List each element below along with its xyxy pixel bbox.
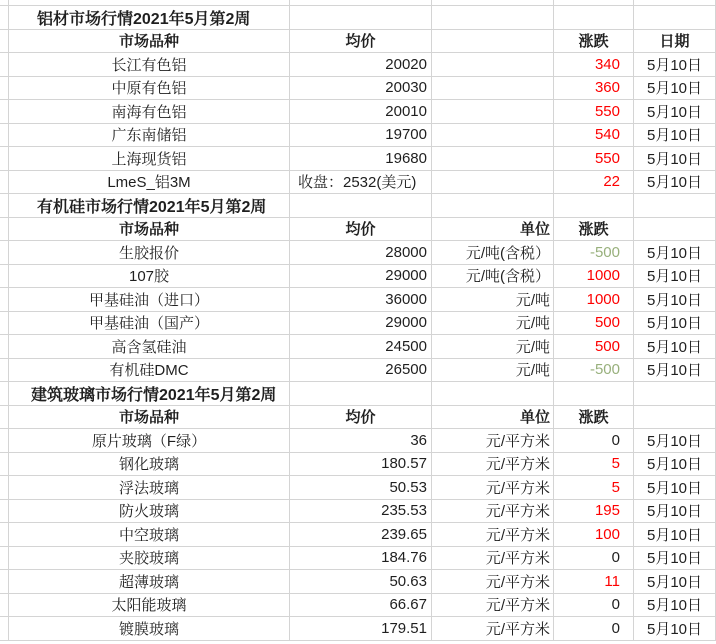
cell-change[interactable]: 195 (554, 500, 634, 524)
cell-date[interactable]: 5月10日 (634, 547, 716, 571)
cell-change[interactable]: 360 (554, 77, 634, 101)
table-row (0, 335, 716, 359)
cell-unit[interactable]: 元/吨(含税） (432, 265, 554, 289)
cell-avg-price[interactable]: 179.51 (290, 617, 432, 641)
cell-avg-price[interactable]: 收盘：2532(美元) (290, 171, 432, 195)
cell-empty[interactable] (0, 594, 9, 618)
cell-empty[interactable] (0, 382, 9, 406)
cell-unit[interactable]: 元/平方米 (432, 429, 554, 453)
cell-date[interactable]: 5月10日 (634, 453, 716, 477)
cell-product-name[interactable]: LmeS_铝3M (9, 171, 290, 195)
cell-empty[interactable] (0, 453, 9, 477)
cell-date[interactable]: 5月10日 (634, 312, 716, 336)
cell-date[interactable]: 5月10日 (634, 147, 716, 171)
cell-product-name[interactable]: 钢化玻璃 (9, 453, 290, 477)
header-date[interactable] (634, 406, 716, 430)
table-row (0, 547, 716, 571)
cell-empty[interactable] (554, 382, 634, 406)
cell-change[interactable]: 11 (554, 570, 634, 594)
cell-avg-price[interactable]: 19680 (290, 147, 432, 171)
cell-empty[interactable] (290, 6, 432, 30)
table-row (0, 594, 716, 618)
cell-unit[interactable]: 元/吨 (432, 312, 554, 336)
cell-unit[interactable]: 元/平方米 (432, 547, 554, 571)
cell-empty[interactable] (0, 312, 9, 336)
cell-avg-price[interactable]: 184.76 (290, 547, 432, 571)
table-row (0, 570, 716, 594)
cell-change[interactable]: 1000 (554, 288, 634, 312)
cell-product-name[interactable]: 浮法玻璃 (9, 476, 290, 500)
cell-product-name[interactable]: 高含氢硅油 (9, 335, 290, 359)
cell-unit[interactable]: 元/平方米 (432, 523, 554, 547)
cell-change[interactable]: 540 (554, 124, 634, 148)
cell-avg-price[interactable]: 235.53 (290, 500, 432, 524)
header-unit[interactable]: 单位 (432, 218, 554, 242)
cell-avg-price[interactable]: 28000 (290, 241, 432, 265)
cell-date[interactable]: 5月10日 (634, 594, 716, 618)
cell-unit[interactable]: 元/吨 (432, 359, 554, 383)
cell-empty[interactable] (0, 288, 9, 312)
cell-empty[interactable] (0, 617, 9, 641)
header-row (0, 218, 716, 242)
cell-change[interactable]: 550 (554, 147, 634, 171)
cell-change[interactable]: 5 (554, 453, 634, 477)
cell-empty[interactable] (0, 30, 9, 54)
cell-product-name[interactable]: 南海有色铝 (9, 100, 290, 124)
cell-empty[interactable] (0, 547, 9, 571)
cell-change[interactable]: -500 (554, 241, 634, 265)
cell-unit[interactable]: 元/吨 (432, 335, 554, 359)
cell-unit[interactable] (432, 171, 554, 195)
cell-unit[interactable]: 元/吨(含税） (432, 241, 554, 265)
cell-product-name[interactable]: 中原有色铝 (9, 77, 290, 101)
header-product[interactable]: 市场品种 (9, 218, 290, 242)
cell-empty[interactable] (0, 218, 9, 242)
cell-change[interactable]: 550 (554, 100, 634, 124)
cell-avg-price[interactable]: 29000 (290, 312, 432, 336)
cell-change[interactable]: 0 (554, 429, 634, 453)
cell-empty[interactable] (0, 406, 9, 430)
header-product[interactable]: 市场品种 (9, 30, 290, 54)
cell-avg-price[interactable]: 239.65 (290, 523, 432, 547)
cell-date[interactable]: 5月10日 (634, 429, 716, 453)
cell-empty[interactable] (634, 194, 716, 218)
table-row (0, 312, 716, 336)
header-change[interactable]: 涨跌 (554, 218, 634, 242)
cell-change[interactable]: 22 (554, 171, 634, 195)
cell-product-name[interactable]: 有机硅DMC (9, 359, 290, 383)
cell-date[interactable]: 5月10日 (634, 53, 716, 77)
cell-date[interactable]: 5月10日 (634, 265, 716, 289)
cell-empty[interactable] (0, 476, 9, 500)
cell-empty[interactable] (0, 241, 9, 265)
cell-empty[interactable] (290, 194, 432, 218)
cell-date[interactable]: 5月10日 (634, 617, 716, 641)
cell-avg-price[interactable]: 20010 (290, 100, 432, 124)
cell-change[interactable]: 0 (554, 617, 634, 641)
cell-empty[interactable] (0, 53, 9, 77)
cell-date[interactable]: 5月10日 (634, 570, 716, 594)
table-row (0, 265, 716, 289)
header-date[interactable] (634, 218, 716, 242)
cell-date[interactable]: 5月10日 (634, 335, 716, 359)
table-row (0, 124, 716, 148)
cell-empty[interactable] (0, 6, 9, 30)
cell-empty[interactable] (0, 77, 9, 101)
header-row (0, 30, 716, 54)
table-row (0, 359, 716, 383)
cell-empty[interactable] (0, 100, 9, 124)
cell-product-name[interactable]: 上海现货铝 (9, 147, 290, 171)
cell-date[interactable]: 5月10日 (634, 241, 716, 265)
cell-product-name[interactable]: 原片玻璃（F绿） (9, 429, 290, 453)
table-row (0, 617, 716, 641)
cell-product-name[interactable]: 广东南储铝 (9, 124, 290, 148)
cell-empty[interactable] (0, 147, 9, 171)
cell-date[interactable]: 5月10日 (634, 124, 716, 148)
cell-avg-price[interactable]: 50.63 (290, 570, 432, 594)
table-row (0, 476, 716, 500)
cell-date[interactable]: 5月10日 (634, 100, 716, 124)
cell-unit[interactable] (432, 100, 554, 124)
header-unit[interactable]: 单位 (432, 406, 554, 430)
table-row (0, 171, 716, 195)
cell-empty[interactable] (634, 382, 716, 406)
section-title[interactable]: 铝材市场行情2021年5月第2周 (9, 6, 290, 30)
table-row (0, 288, 716, 312)
cell-empty[interactable] (0, 429, 9, 453)
cell-empty[interactable] (0, 171, 9, 195)
header-change[interactable]: 涨跌 (554, 30, 634, 54)
cell-empty[interactable] (0, 523, 9, 547)
table-row (0, 100, 716, 124)
cell-unit[interactable]: 元/平方米 (432, 594, 554, 618)
cell-unit[interactable]: 元/平方米 (432, 476, 554, 500)
cell-date[interactable]: 5月10日 (634, 476, 716, 500)
cell-unit[interactable]: 元/平方米 (432, 570, 554, 594)
cell-empty[interactable] (432, 6, 554, 30)
table-row (0, 500, 716, 524)
cell-change[interactable]: 100 (554, 523, 634, 547)
table-row (0, 453, 716, 477)
section-title[interactable]: 建筑玻璃市场行情2021年5月第2周 (9, 382, 290, 406)
cell-product-name[interactable]: 夹胶玻璃 (9, 547, 290, 571)
section-title-row (0, 382, 716, 406)
cell-avg-price[interactable]: 66.67 (290, 594, 432, 618)
cell-empty[interactable] (0, 570, 9, 594)
cell-unit[interactable]: 元/平方米 (432, 453, 554, 477)
cell-product-name[interactable]: 甲基硅油（国产） (9, 312, 290, 336)
cell-avg-price[interactable]: 36000 (290, 288, 432, 312)
cell-unit[interactable]: 元/平方米 (432, 500, 554, 524)
table-row (0, 77, 716, 101)
cell-empty[interactable] (0, 335, 9, 359)
cell-empty[interactable] (0, 194, 9, 218)
cell-product-name[interactable]: 生胶报价 (9, 241, 290, 265)
cell-date[interactable]: 5月10日 (634, 171, 716, 195)
cell-product-name[interactable]: 甲基硅油（进口） (9, 288, 290, 312)
cell-avg-price[interactable]: 20020 (290, 53, 432, 77)
header-avg-price[interactable]: 均价 (290, 406, 432, 430)
header-change[interactable]: 涨跌 (554, 406, 634, 430)
header-product[interactable]: 市场品种 (9, 406, 290, 430)
cell-change[interactable]: 0 (554, 547, 634, 571)
cell-avg-price[interactable]: 50.53 (290, 476, 432, 500)
cell-empty[interactable] (554, 6, 634, 30)
table-row (0, 147, 716, 171)
cell-product-name[interactable]: 防火玻璃 (9, 500, 290, 524)
cell-empty[interactable] (634, 6, 716, 30)
cell-product-name[interactable]: 超薄玻璃 (9, 570, 290, 594)
table-row (0, 429, 716, 453)
cell-unit[interactable]: 元/吨 (432, 288, 554, 312)
cell-change[interactable]: -500 (554, 359, 634, 383)
cell-empty[interactable] (554, 194, 634, 218)
section-title[interactable]: 有机硅市场行情2021年5月第2周 (9, 194, 290, 218)
cell-change[interactable]: 500 (554, 312, 634, 336)
section-title-row (0, 194, 716, 218)
cell-empty[interactable] (432, 194, 554, 218)
cell-unit[interactable] (432, 147, 554, 171)
cell-empty[interactable] (0, 359, 9, 383)
header-row (0, 406, 716, 430)
cell-avg-price[interactable]: 36 (290, 429, 432, 453)
header-avg-price[interactable]: 均价 (290, 30, 432, 54)
cell-date[interactable]: 5月10日 (634, 523, 716, 547)
table-row (0, 241, 716, 265)
cell-empty[interactable] (0, 124, 9, 148)
cell-date[interactable]: 5月10日 (634, 77, 716, 101)
cell-unit[interactable]: 元/平方米 (432, 617, 554, 641)
cell-change[interactable]: 0 (554, 594, 634, 618)
cell-change[interactable]: 1000 (554, 265, 634, 289)
cell-change[interactable]: 500 (554, 335, 634, 359)
cell-product-name[interactable]: 107胶 (9, 265, 290, 289)
cell-product-name[interactable]: 镀膜玻璃 (9, 617, 290, 641)
cell-product-name[interactable]: 太阳能玻璃 (9, 594, 290, 618)
header-date[interactable]: 日期 (634, 30, 716, 54)
header-unit[interactable] (432, 30, 554, 54)
cell-change[interactable]: 5 (554, 476, 634, 500)
cell-product-name[interactable]: 中空玻璃 (9, 523, 290, 547)
cell-avg-price[interactable]: 19700 (290, 124, 432, 148)
cell-avg-price[interactable]: 26500 (290, 359, 432, 383)
cell-empty[interactable] (432, 382, 554, 406)
cell-change[interactable]: 340 (554, 53, 634, 77)
cell-avg-price[interactable]: 180.57 (290, 453, 432, 477)
cell-avg-price[interactable]: 24500 (290, 335, 432, 359)
cell-date[interactable]: 5月10日 (634, 359, 716, 383)
header-avg-price[interactable]: 均价 (290, 218, 432, 242)
cell-empty[interactable] (0, 265, 9, 289)
cell-avg-price[interactable]: 29000 (290, 265, 432, 289)
cell-empty[interactable] (290, 382, 432, 406)
cell-unit[interactable] (432, 124, 554, 148)
cell-unit[interactable] (432, 53, 554, 77)
table-row (0, 53, 716, 77)
cell-date[interactable]: 5月10日 (634, 288, 716, 312)
cell-avg-price[interactable]: 20030 (290, 77, 432, 101)
table-row (0, 523, 716, 547)
cell-empty[interactable] (0, 500, 9, 524)
section-title-row (0, 6, 716, 30)
cell-date[interactable]: 5月10日 (634, 500, 716, 524)
cell-unit[interactable] (432, 77, 554, 101)
cell-product-name[interactable]: 长江有色铝 (9, 53, 290, 77)
